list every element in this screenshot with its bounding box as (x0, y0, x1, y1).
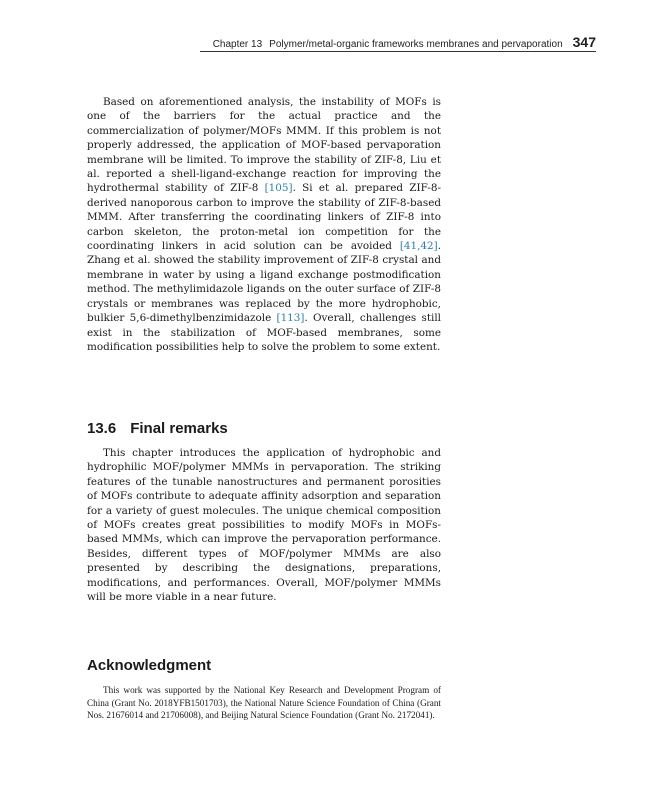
paragraph-text: . Overall, challenges still exist in the stabilization of MOF-based membranes, some modification possibilities help to solve the problem to some extent. (87, 312, 441, 353)
citation-link[interactable]: [105] (264, 182, 293, 195)
acknowledgment-heading: Acknowledgment (87, 657, 212, 674)
chapter-title: Polymer/metal-organic frameworks membranes and pervaporation (269, 39, 563, 50)
body-paragraph (87, 95, 441, 354)
running-header (200, 34, 596, 50)
paragraph-text: Based on aforementioned analysis, the instability of MOFs is one of the barriers for the actual practice and the commercialization of polymer/MOFs MMM. If this problem is not properly addressed, the application of MOF-based pervaporation membrane will be limited. To improve the stability of ZIF-8, Liu et al. reported a shell-ligand-exchange reaction for improving the hydrothermal stability of ZIF-8 (87, 96, 441, 195)
paragraph-text: . Zhang et al. showed the stability improvement of ZIF-8 crystal and membrane in water by using a ligand exchange postmodification method. The methylimidazole ligands on the outer surface of ZIF-8 crystals or membranes was replaced by the more hydrophobic, bulkier 5,6-dimethylbenzimidazole (87, 240, 441, 325)
section-paragraph: This chapter introduces the application of hydrophobic and hydrophilic MOF/polymer MMMs in pervaporation. The striking features of the tunable nanostructures and permanent porosities of MOFs contribute to adequate affinity adsorption and separation for a variety of guest molecules. The unique chemical composition of MOFs creates great possibilities to modify MOFs in MOFs-based MMMs, which can improve the pervaporation performance. Besides, different types of MOF/polymer MMMs are also presented by describing the designations, preparations, modifications, and performances. Overall, MOF/polymer MMMs will be more viable in a near future. (87, 447, 441, 604)
section-title: Final remarks (130, 420, 228, 437)
paragraph-text: . Si et al. prepared ZIF-8-derived nanoporous carbon to improve the stability of ZIF-8-based MMM. After transferring the coordinating linkers of ZIF-8 into carbon skeleton, the proton-metal ion competition for the coordinating linkers in acid solution can be avoided (87, 182, 441, 253)
acknowledgment-text: This work was supported by the National Key Research and Development Program of China (Grant No. 2018YFB1501703), the National Nature Science Foundation of China (Grant Nos. 21676014 and 21706008), and Beijing Natural Science Foundation (Grant No. 2172041). (87, 685, 441, 720)
section-number: 13.6 (87, 420, 117, 437)
citation-link[interactable]: [113] (276, 312, 305, 325)
page-number: 347 (572, 34, 596, 50)
chapter-label: Chapter 13 (212, 39, 263, 50)
citation-link[interactable]: [41,42] (399, 240, 438, 253)
section-heading (87, 420, 228, 437)
header-rule (200, 51, 596, 52)
